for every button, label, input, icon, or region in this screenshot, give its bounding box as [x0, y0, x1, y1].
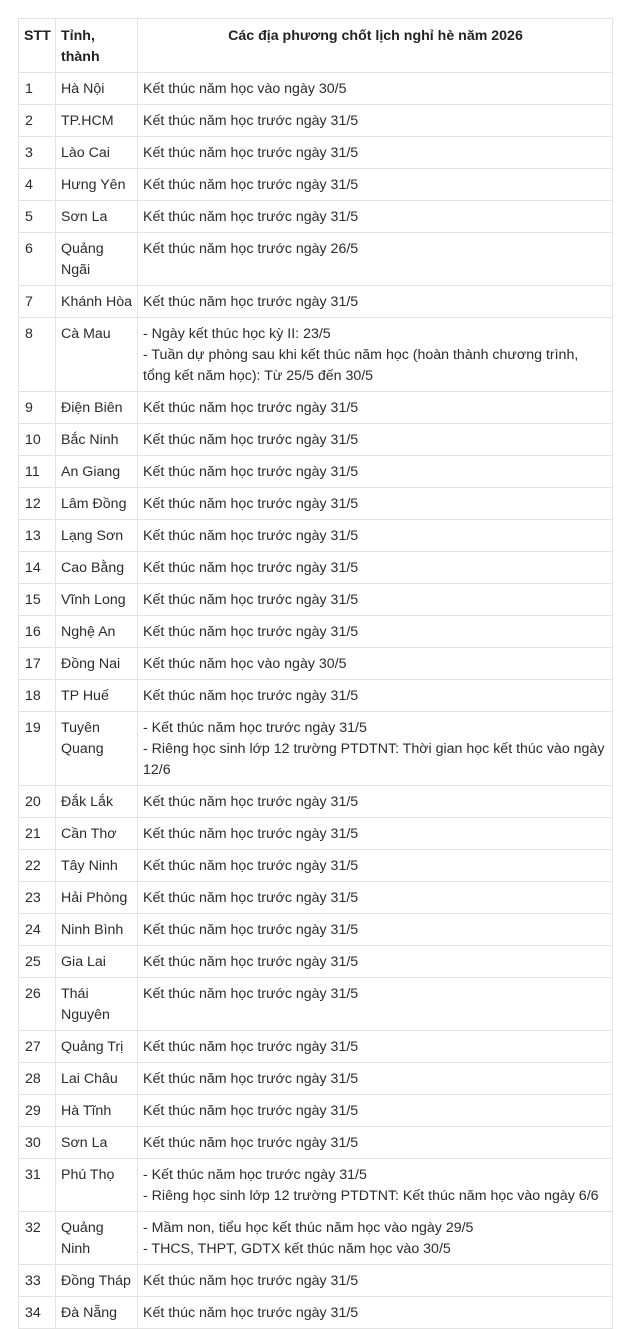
row-stt: 5: [19, 201, 56, 233]
content-line: Kết thúc năm học trước ngày 31/5: [143, 1135, 359, 1151]
content-line: Kết thúc năm học trước ngày 31/5: [143, 624, 359, 640]
row-province: Quảng Ngãi: [56, 233, 138, 286]
row-province: Cao Bằng: [56, 552, 138, 584]
row-content: [138, 488, 613, 520]
row-content: [138, 1159, 613, 1212]
table-row: [19, 1297, 613, 1329]
table-row: [19, 488, 613, 520]
table-row: [19, 233, 613, 286]
content-line: Kết thúc năm học trước ngày 31/5: [143, 1071, 359, 1087]
row-content: [138, 1297, 613, 1329]
row-content: [138, 73, 613, 105]
row-province: Cần Thơ: [56, 818, 138, 850]
row-content: [138, 818, 613, 850]
row-stt: 19: [19, 712, 56, 786]
row-stt: 14: [19, 552, 56, 584]
row-province: An Giang: [56, 456, 138, 488]
row-stt: 28: [19, 1063, 56, 1095]
table-row: [19, 648, 613, 680]
content-line: Kết thúc năm học vào ngày 30/5: [143, 656, 347, 672]
content-line: Kết thúc năm học trước ngày 31/5: [143, 145, 359, 161]
row-province: Phú Thọ: [56, 1159, 138, 1212]
row-stt: 29: [19, 1095, 56, 1127]
content-line: Kết thúc năm học trước ngày 31/5: [143, 592, 359, 608]
table-row: [19, 584, 613, 616]
content-line: Kết thúc năm học trước ngày 31/5: [143, 890, 359, 906]
content-line: Kết thúc năm học trước ngày 31/5: [143, 464, 359, 480]
row-stt: 7: [19, 286, 56, 318]
content-line: Kết thúc năm học trước ngày 31/5: [143, 1103, 359, 1119]
row-stt: 9: [19, 392, 56, 424]
row-stt: 23: [19, 882, 56, 914]
row-content: [138, 914, 613, 946]
row-stt: 15: [19, 584, 56, 616]
table-row: [19, 552, 613, 584]
row-province: Sơn La: [56, 1127, 138, 1159]
row-province: Vĩnh Long: [56, 584, 138, 616]
row-stt: 11: [19, 456, 56, 488]
row-stt: 21: [19, 818, 56, 850]
row-content: [138, 137, 613, 169]
row-stt: 24: [19, 914, 56, 946]
content-line: Kết thúc năm học trước ngày 31/5: [143, 113, 359, 129]
row-stt: 34: [19, 1297, 56, 1329]
row-stt: 1: [19, 73, 56, 105]
row-content: [138, 1127, 613, 1159]
row-content: [138, 105, 613, 137]
row-content: [138, 1212, 613, 1265]
table-row: [19, 946, 613, 978]
content-line: Kết thúc năm học trước ngày 31/5: [143, 1273, 359, 1289]
row-content: [138, 786, 613, 818]
row-stt: 25: [19, 946, 56, 978]
content-line: Kết thúc năm học trước ngày 31/5: [143, 496, 359, 512]
content-line: Kết thúc năm học trước ngày 31/5: [143, 294, 359, 310]
header-stt: STT: [19, 19, 56, 73]
content-line: Kết thúc năm học trước ngày 31/5: [143, 1305, 359, 1321]
content-line: Kết thúc năm học trước ngày 31/5: [143, 209, 359, 225]
row-province: Lào Cai: [56, 137, 138, 169]
content-line: - Kết thúc năm học trước ngày 31/5: [143, 720, 367, 736]
row-stt: 27: [19, 1031, 56, 1063]
content-line: Kết thúc năm học vào ngày 30/5: [143, 81, 347, 97]
row-province: Lạng Sơn: [56, 520, 138, 552]
row-stt: 32: [19, 1212, 56, 1265]
row-content: [138, 1095, 613, 1127]
table-row: [19, 169, 613, 201]
row-content: [138, 584, 613, 616]
table-row: [19, 1063, 613, 1095]
content-line: - Ngày kết thúc học kỳ II: 23/5: [143, 326, 331, 342]
row-content: [138, 616, 613, 648]
table-row: [19, 456, 613, 488]
content-line: Kết thúc năm học trước ngày 31/5: [143, 986, 359, 1002]
table-row: [19, 712, 613, 786]
row-province: Hải Phòng: [56, 882, 138, 914]
content-line: Kết thúc năm học trước ngày 31/5: [143, 922, 359, 938]
row-province: Ninh Bình: [56, 914, 138, 946]
row-stt: 17: [19, 648, 56, 680]
row-stt: 2: [19, 105, 56, 137]
table-row: [19, 1212, 613, 1265]
row-province: Nghệ An: [56, 616, 138, 648]
row-content: [138, 882, 613, 914]
row-province: Gia Lai: [56, 946, 138, 978]
content-line: - Riêng học sinh lớp 12 trường PTDTNT: Thời gian học kết thúc vào ngày 12/6: [143, 741, 605, 778]
row-stt: 18: [19, 680, 56, 712]
row-province: Đồng Nai: [56, 648, 138, 680]
row-province: Quảng Ninh: [56, 1212, 138, 1265]
content-line: - Kết thúc năm học trước ngày 31/5: [143, 1167, 367, 1183]
row-stt: 10: [19, 424, 56, 456]
row-content: [138, 286, 613, 318]
table-row: [19, 914, 613, 946]
row-province: Bắc Ninh: [56, 424, 138, 456]
row-content: [138, 424, 613, 456]
row-stt: 13: [19, 520, 56, 552]
row-province: Cà Mau: [56, 318, 138, 392]
row-province: Quảng Trị: [56, 1031, 138, 1063]
table-row: [19, 424, 613, 456]
row-stt: 26: [19, 978, 56, 1031]
content-line: Kết thúc năm học trước ngày 31/5: [143, 1039, 359, 1055]
row-province: Hà Tĩnh: [56, 1095, 138, 1127]
row-province: Lâm Đồng: [56, 488, 138, 520]
row-province: Sơn La: [56, 201, 138, 233]
row-content: [138, 552, 613, 584]
row-content: [138, 712, 613, 786]
row-province: Tuyên Quang: [56, 712, 138, 786]
row-province: Đắk Lắk: [56, 786, 138, 818]
table-row: [19, 616, 613, 648]
row-content: [138, 201, 613, 233]
table-row: [19, 286, 613, 318]
row-stt: 33: [19, 1265, 56, 1297]
table-row: [19, 1095, 613, 1127]
row-province: Hà Nội: [56, 73, 138, 105]
row-stt: 4: [19, 169, 56, 201]
row-province: Lai Châu: [56, 1063, 138, 1095]
table-row: [19, 201, 613, 233]
table-row: [19, 786, 613, 818]
table-body: [19, 73, 613, 1329]
row-content: [138, 520, 613, 552]
content-line: Kết thúc năm học trước ngày 31/5: [143, 560, 359, 576]
row-content: [138, 1265, 613, 1297]
table-row: [19, 392, 613, 424]
table-row: [19, 882, 613, 914]
table-row: [19, 105, 613, 137]
row-stt: 12: [19, 488, 56, 520]
table-row: [19, 818, 613, 850]
row-content: [138, 318, 613, 392]
table-row: [19, 318, 613, 392]
header-content: Các địa phương chốt lịch nghỉ hè năm 2026: [138, 19, 613, 73]
row-stt: 16: [19, 616, 56, 648]
table-row: [19, 73, 613, 105]
row-content: [138, 1031, 613, 1063]
row-stt: 8: [19, 318, 56, 392]
row-content: [138, 680, 613, 712]
row-stt: 31: [19, 1159, 56, 1212]
row-province: Khánh Hòa: [56, 286, 138, 318]
row-stt: 30: [19, 1127, 56, 1159]
row-content: [138, 978, 613, 1031]
row-content: [138, 946, 613, 978]
row-content: [138, 1063, 613, 1095]
content-line: Kết thúc năm học trước ngày 31/5: [143, 432, 359, 448]
row-province: Hưng Yên: [56, 169, 138, 201]
summer-break-table: [18, 18, 613, 1329]
content-line: - Mầm non, tiểu học kết thúc năm học vào ngày 29/5: [143, 1220, 474, 1236]
row-stt: 20: [19, 786, 56, 818]
row-content: [138, 850, 613, 882]
table-row: [19, 850, 613, 882]
row-content: [138, 169, 613, 201]
table-row: [19, 978, 613, 1031]
row-province: TP Huế: [56, 680, 138, 712]
content-line: - THCS, THPT, GDTX kết thúc năm học vào 30/5: [143, 1241, 451, 1257]
row-province: TP.HCM: [56, 105, 138, 137]
row-province: Đồng Tháp: [56, 1265, 138, 1297]
content-line: - Tuần dự phòng sau khi kết thúc năm học (hoàn thành chương trình, tổng kết năm học): Từ 25/5 đến 30/5: [143, 347, 579, 384]
content-line: Kết thúc năm học trước ngày 31/5: [143, 528, 359, 544]
row-province: Đà Nẵng: [56, 1297, 138, 1329]
table-row: [19, 520, 613, 552]
row-content: [138, 648, 613, 680]
row-stt: 22: [19, 850, 56, 882]
row-province: Điện Biên: [56, 392, 138, 424]
content-line: Kết thúc năm học trước ngày 31/5: [143, 688, 359, 704]
table-row: [19, 680, 613, 712]
content-line: Kết thúc năm học trước ngày 31/5: [143, 858, 359, 874]
table-row: [19, 137, 613, 169]
content-line: Kết thúc năm học trước ngày 26/5: [143, 241, 359, 257]
content-line: Kết thúc năm học trước ngày 31/5: [143, 400, 359, 416]
row-content: [138, 456, 613, 488]
table-header-row: [19, 19, 613, 73]
table-row: [19, 1265, 613, 1297]
content-line: Kết thúc năm học trước ngày 31/5: [143, 177, 359, 193]
table-row: [19, 1031, 613, 1063]
row-stt: 6: [19, 233, 56, 286]
row-province: Thái Nguyên: [56, 978, 138, 1031]
content-line: - Riêng học sinh lớp 12 trường PTDTNT: Kết thúc năm học vào ngày 6/6: [143, 1188, 599, 1204]
content-line: Kết thúc năm học trước ngày 31/5: [143, 954, 359, 970]
row-content: [138, 392, 613, 424]
header-province: Tỉnh, thành: [56, 19, 138, 73]
row-content: [138, 233, 613, 286]
row-province: Tây Ninh: [56, 850, 138, 882]
content-line: Kết thúc năm học trước ngày 31/5: [143, 826, 359, 842]
row-stt: 3: [19, 137, 56, 169]
table-row: [19, 1127, 613, 1159]
table-row: [19, 1159, 613, 1212]
content-line: Kết thúc năm học trước ngày 31/5: [143, 794, 359, 810]
